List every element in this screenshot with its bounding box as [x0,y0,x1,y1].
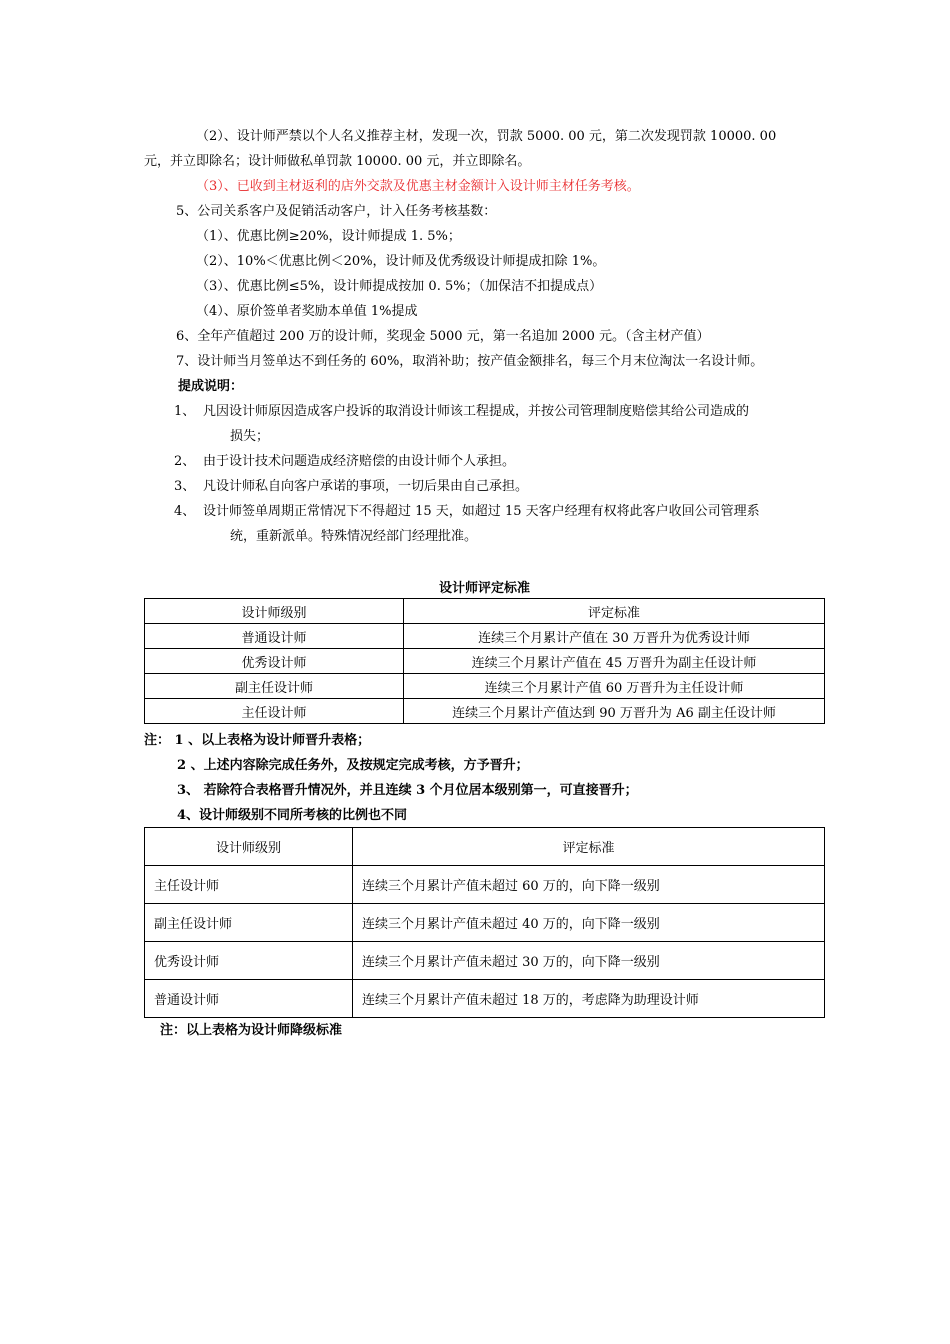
table-row [145,649,825,674]
demotion-criteria-cell: 连续三个月累计产值未超过 18 万的，考虑降为助理设计师 [353,980,825,1018]
table-row [145,699,825,724]
demotion-level-cell: 副主任设计师 [145,904,353,942]
promotion-level-cell: 普通设计师 [145,624,404,649]
promotion-table-title: 设计师评定标准 [438,581,530,596]
commission-item-1-num: 1、 [174,404,196,419]
commission-item-1-line-1: 凡因设计师原因造成客户投诉的取消设计师该工程提成，并按公司管理制度赔偿其给公司造成的 [203,404,750,419]
note-4: 4、设计师级别不同所考核的比例也不同 [177,808,408,823]
commission-item-3-line-1: 凡设计师私自向客户承诺的事项，一切后果由自己承担。 [203,479,529,494]
demotion-table-header-row [145,828,825,866]
demotion-criteria-cell: 连续三个月累计产值未超过 40 万的，向下降一级别 [353,904,825,942]
item-6: 6、全年产值超过 200 万的设计师，奖现金 5000 元，第一名追加 2000 元。（含主材产值） [176,329,710,344]
promotion-level-cell: 优秀设计师 [145,649,404,674]
promotion-criteria-cell: 连续三个月累计产值在 30 万晋升为优秀设计师 [404,624,825,649]
demotion-criteria-cell: 连续三个月累计产值未超过 60 万的，向下降一级别 [353,866,825,904]
promotion-table-header-row [145,599,825,624]
demotion-level-cell: 普通设计师 [145,980,353,1018]
item-5-3: （3）、优惠比例≤5%，设计师提成按加 0. 5%；（加保洁不扣提成点） [196,279,603,294]
commission-item-4-line-2: 统，重新派单。特殊情况经部门经理批准。 [230,529,478,544]
promotion-level-cell: 副主任设计师 [145,674,404,699]
table-row [145,866,825,904]
clause-3-highlight: （3）、已收到主材返利的店外交款及优惠主材金额计入设计师主材任务考核。 [196,179,640,194]
promotion-criteria-cell: 连续三个月累计产值 60 万晋升为主任设计师 [404,674,825,699]
clause-2-line-2: 元，并立即除名；设计师做私单罚款 10000. 00 元，并立即除名。 [144,154,531,169]
commission-item-3-num: 3、 [174,479,196,494]
commission-heading: 提成说明： [178,379,244,394]
promotion-header-criteria: 评定标准 [404,599,825,624]
demotion-header-criteria: 评定标准 [353,828,825,866]
table-row [145,980,825,1018]
item-7: 7、设计师当月签单达不到任务的 60%，取消补助；按产值金额排名，每三个月末位淘汰一名设计师。 [176,354,764,369]
commission-item-2-line-1: 由于设计技术问题造成经济赔偿的由设计师个人承担。 [203,454,516,469]
item-5: 5、公司关系客户及促销活动客户，计入任务考核基数： [176,204,497,219]
demotion-note: 注：以上表格为设计师降级标准 [160,1023,343,1038]
table-row [145,942,825,980]
commission-item-4-line-1: 设计师签单周期正常情况下不得超过 15 天，如超过 15 天客户经理有权将此客户收回公司管理系 [203,504,760,519]
table-row [145,674,825,699]
commission-item-4-num: 4、 [174,504,196,519]
promotion-criteria-cell: 连续三个月累计产值在 45 万晋升为副主任设计师 [404,649,825,674]
promotion-criteria-cell: 连续三个月累计产值达到 90 万晋升为 A6 副主任设计师 [404,699,825,724]
demotion-table [144,827,825,1018]
promotion-table [144,598,825,724]
note-3: 3、 若除符合表格晋升情况外，并且连续 3 个月位居本级别第一，可直接晋升； [177,783,638,798]
promotion-header-level: 设计师级别 [145,599,404,624]
commission-item-1-line-2: 损失； [230,429,270,444]
item-5-1: （1）、优惠比例≥20%，设计师提成 1. 5%； [196,229,461,244]
table-row [145,904,825,942]
demotion-criteria-cell: 连续三个月累计产值未超过 30 万的，向下降一级别 [353,942,825,980]
table-row [145,624,825,649]
demotion-header-level: 设计师级别 [145,828,353,866]
note-2: 2 、上述内容除完成任务外，及按规定完成考核，方予晋升； [177,758,529,773]
note-1: 注： 1 、以上表格为设计师晋升表格； [144,733,371,748]
commission-item-2-num: 2、 [174,454,196,469]
demotion-level-cell: 优秀设计师 [145,942,353,980]
item-5-4: （4）、原价签单者奖励本单值 1%提成 [196,304,418,319]
item-5-2: （2）、10%＜优惠比例＜20%，设计师及优秀级设计师提成扣除 1%。 [196,254,606,269]
clause-2-line-1: （2）、设计师严禁以个人名义推荐主材，发现一次，罚款 5000. 00 元，第二次发现罚款 10000. 00 [196,129,777,144]
promotion-level-cell: 主任设计师 [145,699,404,724]
demotion-level-cell: 主任设计师 [145,866,353,904]
